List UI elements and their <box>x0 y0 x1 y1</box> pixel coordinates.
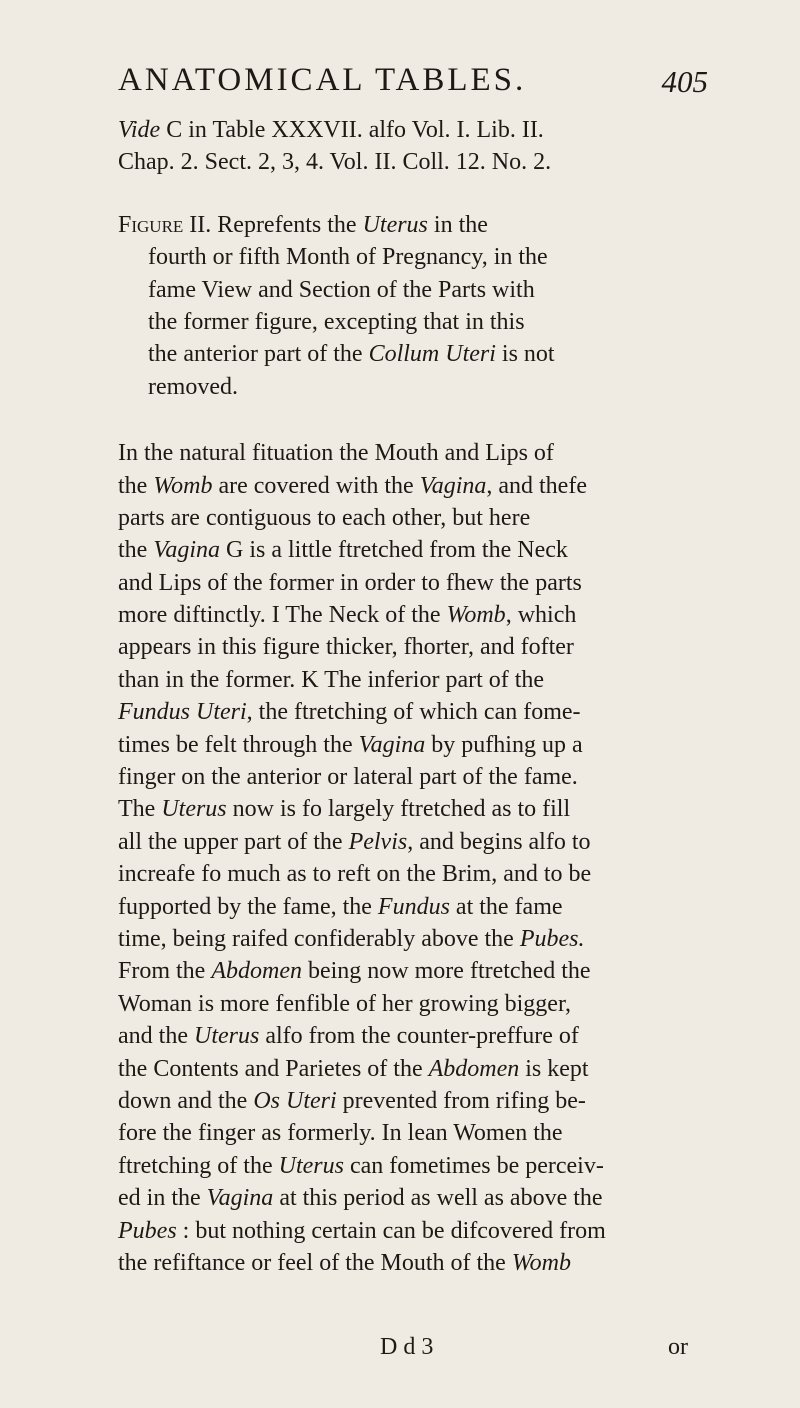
text-run: the <box>118 537 154 564</box>
paragraph-line <box>118 599 708 631</box>
signature-mark: D d 3 <box>380 1334 434 1360</box>
paragraph-line <box>118 1247 708 1279</box>
paragraph-line <box>118 1150 708 1182</box>
section-gap <box>118 179 708 209</box>
italic-term: Vagina <box>206 1185 274 1212</box>
text-run: now is fo largely ftretched as to fill <box>226 796 571 823</box>
paragraph-line <box>118 761 708 793</box>
section-gap <box>118 403 708 437</box>
text-run: The <box>118 796 162 823</box>
italic-term: Pelvis <box>348 828 408 855</box>
italic-term: Pubes. <box>519 925 585 952</box>
paragraph-line <box>118 1053 708 1085</box>
figure-line: the anterior part of the Collum Uteri is not <box>148 341 555 368</box>
paragraph-line <box>118 502 708 534</box>
text-run: fore the finger as formerly. In lean Women the <box>118 1120 563 1147</box>
italic-term: Womb <box>153 472 213 499</box>
italic-term: Pubes <box>118 1217 177 1244</box>
text-run: ftretching of the <box>118 1152 279 1179</box>
paragraph-line <box>118 470 708 502</box>
paragraph-line <box>118 988 708 1020</box>
text-run: , and begins alfo to <box>407 828 591 855</box>
vide-line-1: Vide C in Table XXXVII. alfo Vol. I. Lib. II. <box>118 117 544 143</box>
italic-term: Vagina <box>358 731 426 758</box>
text-run: times be felt through the <box>118 731 359 758</box>
text-run: than in the former. K The inferior part of the <box>118 666 545 693</box>
paragraph-line <box>118 696 708 728</box>
text-run: being now more ftretched the <box>301 958 591 985</box>
paragraph-line <box>118 1182 708 1214</box>
text-run: the Contents and Parietes of the <box>118 1055 429 1082</box>
text-run: and Lips of the former in order to fhew the parts <box>118 569 582 596</box>
paragraph-line <box>118 567 708 599</box>
text-run: prevented from rifing be- <box>336 1087 586 1114</box>
text-run: time, being raifed confiderably above the <box>118 925 520 952</box>
italic-term: Fundus <box>377 893 450 920</box>
italic-term: Womb <box>511 1249 571 1276</box>
text-run: , the ftretching of which can fome- <box>246 699 581 726</box>
text-run: at this period as well as above the <box>273 1185 603 1212</box>
text-run: , which <box>505 602 577 629</box>
text-run: increafe fo much as to reft on the Brim, and to be <box>118 861 592 888</box>
running-head: ANATOMICAL TABLES. <box>118 62 527 98</box>
italic-term: Abdomen <box>428 1055 520 1082</box>
text-run: all the upper part of the <box>118 828 349 855</box>
italic-term: Vagina <box>153 537 220 564</box>
text-run: more diftinctly. I The Neck of the <box>118 602 447 629</box>
paragraph-line <box>118 534 708 566</box>
text-run: the <box>118 472 154 499</box>
text-run: finger on the anterior or lateral part of the fame. <box>118 764 578 791</box>
text-run: alfo from the counter-preffure of <box>259 1023 579 1050</box>
text-run: Woman is more fenfible of her growing bigger, <box>118 990 571 1017</box>
paragraph-line <box>118 1117 708 1149</box>
text-run: the refiftance or feel of the Mouth of the <box>118 1249 512 1276</box>
paragraph-line <box>118 631 708 663</box>
text-run: From the <box>118 958 212 985</box>
paragraph-line <box>118 437 708 469</box>
italic-term: Fundus Uteri <box>118 699 247 726</box>
text-run: appears in this figure thicker, fhorter, and fofter <box>118 634 574 661</box>
italic-term: Uterus <box>193 1023 260 1050</box>
figure-line: Figure II. Reprefents the Uterus in the <box>118 211 488 238</box>
paragraph-line <box>118 826 708 858</box>
figure-line: removed. <box>148 373 238 400</box>
text-run: at the fame <box>449 893 563 920</box>
page-number: 405 <box>661 64 708 99</box>
text-run: by pufhing up a <box>425 731 583 758</box>
paragraph-line <box>118 1020 708 1052</box>
figure-line: fourth or fifth Month of Pregnancy, in the <box>148 244 548 271</box>
figure-description <box>118 209 708 403</box>
paragraph-line <box>118 793 708 825</box>
text-run: is kept <box>519 1055 589 1082</box>
italic-term: Uterus <box>278 1152 344 1179</box>
vide-line-2: Chap. 2. Sect. 2, 3, 4. Vol. II. Coll. 12. No. 2. <box>118 149 552 176</box>
text-run: are covered with the <box>212 472 420 499</box>
text-run: down and the <box>118 1087 254 1114</box>
figure-label: Figure II. <box>118 211 212 238</box>
paragraph-line <box>118 1215 708 1247</box>
text-run: : but nothing certain can be difcovered from <box>176 1217 606 1244</box>
text-run: can fometimes be perceiv- <box>343 1152 604 1179</box>
italic-term: Womb <box>446 602 506 629</box>
text-run: In the natural fituation the Mouth and Lips of <box>118 440 554 467</box>
description-paragraph <box>118 437 708 1279</box>
catchword: or <box>668 1334 688 1360</box>
text-run: fupported by the fame, the <box>118 893 378 920</box>
italic-term: Os Uteri <box>253 1087 337 1114</box>
paragraph-line <box>118 1085 708 1117</box>
italic-term: Vagina <box>419 472 487 499</box>
text-run: and the <box>118 1023 194 1050</box>
page-header <box>118 62 708 112</box>
paragraph-line <box>118 664 708 696</box>
figure-line: fame View and Section of the Parts with <box>148 276 535 303</box>
paragraph-line <box>118 955 708 987</box>
text-run: ed in the <box>118 1185 207 1212</box>
text-run: G is a little ftretched from the Neck <box>220 537 568 564</box>
body-text <box>118 114 708 1279</box>
italic-term: Uterus <box>161 796 227 823</box>
text-run: parts are contiguous to each other, but here <box>118 504 531 531</box>
italic-term: Abdomen <box>211 958 302 985</box>
paragraph-line <box>118 729 708 761</box>
paragraph-line <box>118 891 708 923</box>
paragraph-line <box>118 923 708 955</box>
figure-line: the former figure, excepting that in this <box>148 308 525 335</box>
text-run: , and thefe <box>486 472 587 499</box>
paragraph-line <box>118 858 708 890</box>
